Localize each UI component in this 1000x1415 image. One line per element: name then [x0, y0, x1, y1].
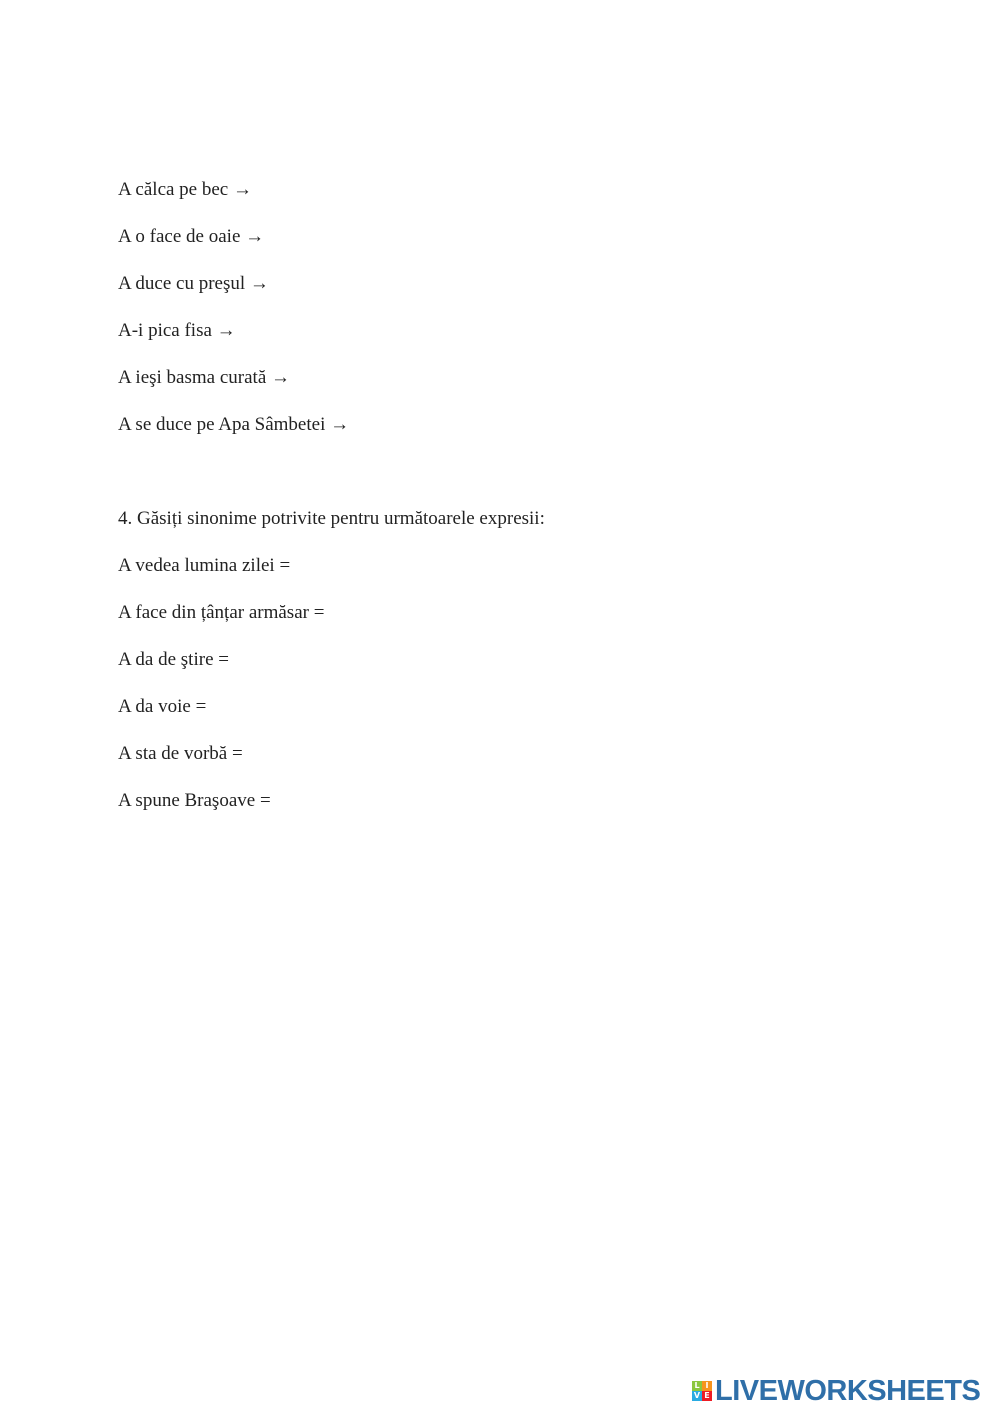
- liveworksheets-logo: [692, 1376, 980, 1406]
- logo-mark-letter: L: [692, 1381, 702, 1391]
- expression-item: A duce cu preşul →: [118, 273, 269, 294]
- expression-item: A-i pica fisa →: [118, 320, 236, 341]
- synonym-item: A spune Braşoave =: [118, 790, 271, 811]
- expression-item: A se duce pe Apa Sâmbetei →: [118, 414, 350, 435]
- logo-mark-letter: V: [693, 1391, 701, 1400]
- liveworksheets-logo-icon: [692, 1381, 712, 1401]
- synonym-item: A da de ştire =: [118, 649, 229, 670]
- expression-item: A o face de oaie →: [118, 226, 265, 247]
- synonym-item: A sta de vorbă =: [118, 743, 243, 764]
- synonym-item: A vedea lumina zilei =: [118, 555, 291, 576]
- expression-item: A călca pe bec →: [118, 179, 252, 200]
- synonym-item: A da voie =: [118, 696, 207, 717]
- logo-mark-letter: E: [702, 1391, 712, 1401]
- expression-item: A ieşi basma curată →: [118, 367, 291, 388]
- synonym-item: A face din țânțar armăsar =: [118, 602, 325, 623]
- exercise-heading: 4. Găsiți sinonime potrivite pentru următoarele expresii:: [118, 508, 545, 529]
- logo-text: LIVEWORKSHEETS: [715, 1375, 981, 1407]
- logo-mark-letter: I: [702, 1381, 712, 1391]
